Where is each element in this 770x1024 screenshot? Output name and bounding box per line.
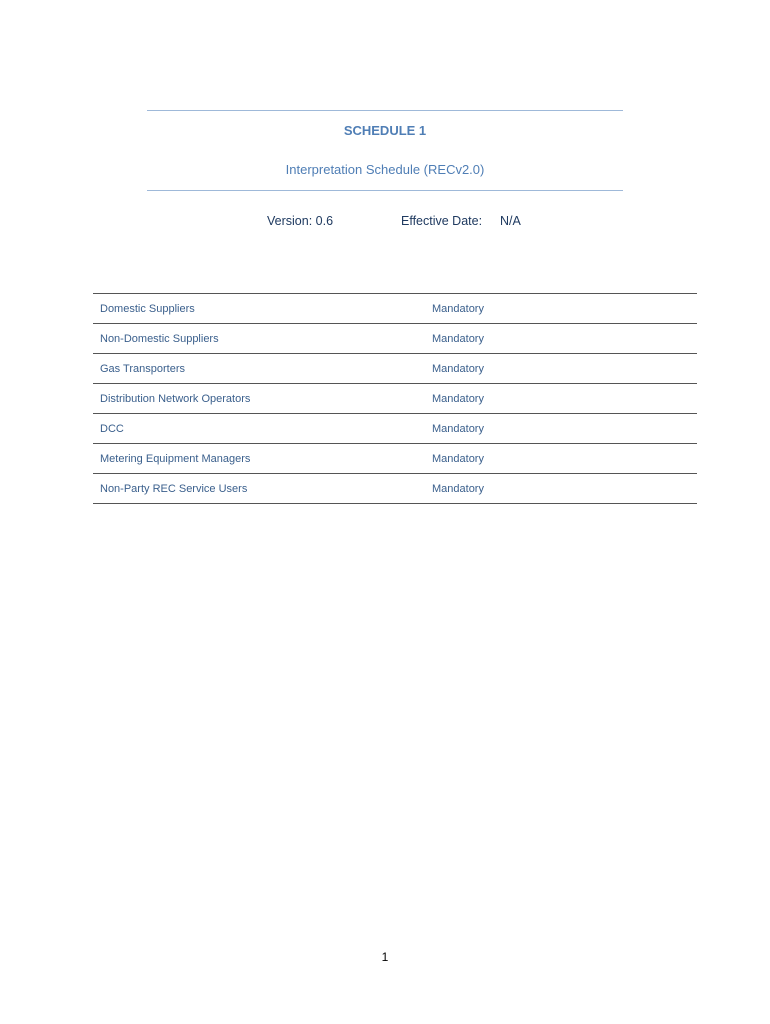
table-row bbox=[93, 444, 697, 474]
table-row bbox=[93, 324, 697, 354]
effective-date-label: Effective Date: bbox=[401, 214, 483, 228]
table-row bbox=[93, 354, 697, 384]
party-status: Mandatory bbox=[432, 324, 697, 354]
party-status: Mandatory bbox=[432, 444, 697, 474]
schedule-subtitle: Interpretation Schedule (RECv2.0) bbox=[285, 162, 485, 177]
party-status: Mandatory bbox=[432, 354, 697, 384]
table-row bbox=[93, 474, 697, 504]
party-status: Mandatory bbox=[432, 302, 484, 315]
party-name: Metering Equipment Managers bbox=[93, 444, 432, 474]
version-label: Version: 0.6 bbox=[267, 214, 334, 228]
party-status: Mandatory bbox=[432, 474, 697, 504]
party-name: Domestic Suppliers bbox=[100, 302, 195, 315]
header-top-rule bbox=[147, 110, 623, 111]
table-row bbox=[93, 294, 697, 324]
parties-table bbox=[93, 293, 697, 504]
header-bottom-rule bbox=[147, 190, 623, 191]
effective-date-value: N/A bbox=[500, 214, 521, 228]
party-name: DCC bbox=[93, 414, 432, 444]
page-number: 1 bbox=[381, 950, 389, 964]
party-status: Mandatory bbox=[432, 414, 697, 444]
table-row bbox=[93, 414, 697, 444]
table-row bbox=[93, 384, 697, 414]
party-name: Non-Domestic Suppliers bbox=[93, 324, 432, 354]
party-name: Gas Transporters bbox=[93, 354, 432, 384]
party-name: Non-Party REC Service Users bbox=[93, 474, 432, 504]
party-name: Distribution Network Operators bbox=[93, 384, 432, 414]
schedule-title: SCHEDULE 1 bbox=[343, 123, 427, 138]
party-status: Mandatory bbox=[432, 384, 697, 414]
